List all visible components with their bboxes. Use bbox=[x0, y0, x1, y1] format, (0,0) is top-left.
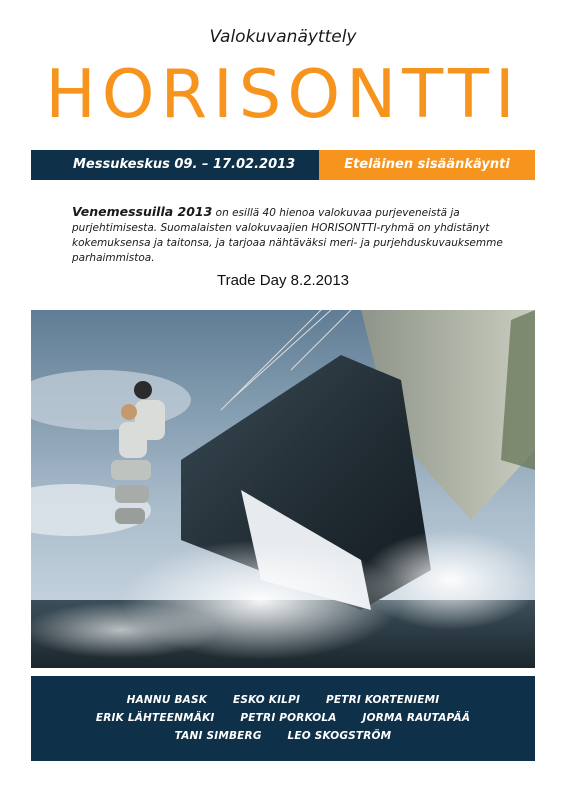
intro-lead: Venemessuilla 2013 bbox=[72, 204, 213, 219]
photographer-name: PETRI PORKOLA bbox=[240, 712, 337, 724]
photographer-name: PETRI KORTENIEMI bbox=[325, 694, 440, 706]
exhibition-subtitle: Valokuvanäyttely bbox=[209, 27, 357, 47]
photographers-row bbox=[31, 730, 535, 742]
photographer-name: JORMA RAUTAPÄÄ bbox=[362, 712, 471, 724]
entrance-label: Eteläinen sisäänkäynti bbox=[319, 150, 535, 180]
info-bar bbox=[31, 150, 535, 180]
photographers-box bbox=[31, 676, 535, 761]
photographer-name: LEO SKOGSTRÖM bbox=[287, 730, 392, 742]
photographer-name: ERIK LÄHTEENMÄKI bbox=[95, 712, 215, 724]
photographer-name: HANNU BASK bbox=[126, 694, 208, 706]
sailboat-photo bbox=[31, 310, 535, 668]
photographers-row bbox=[31, 712, 535, 724]
photographers-row bbox=[31, 694, 535, 706]
exhibition-title: HORISONTTI bbox=[45, 55, 521, 133]
photographer-name: TANI SIMBERG bbox=[174, 730, 262, 742]
trade-day-label: Trade Day 8.2.2013 bbox=[216, 272, 350, 289]
venue-dates: Messukeskus 09. – 17.02.2013 bbox=[31, 150, 319, 180]
intro-paragraph bbox=[72, 204, 512, 266]
photographer-name: ESKO KILPI bbox=[232, 694, 301, 706]
intro-text: on esillä 40 hienoa valokuvaa purjeveneistä ja purjehtimisesta. Suomalaisten valokuvaajien HORISONTTI-ryhmä on yhdistänyt kokemuksensa ja taitonsa, ja tarjoaa nähtäväksi meri- ja purjehduskuvauksemme parhaimmistoa. bbox=[72, 207, 503, 264]
